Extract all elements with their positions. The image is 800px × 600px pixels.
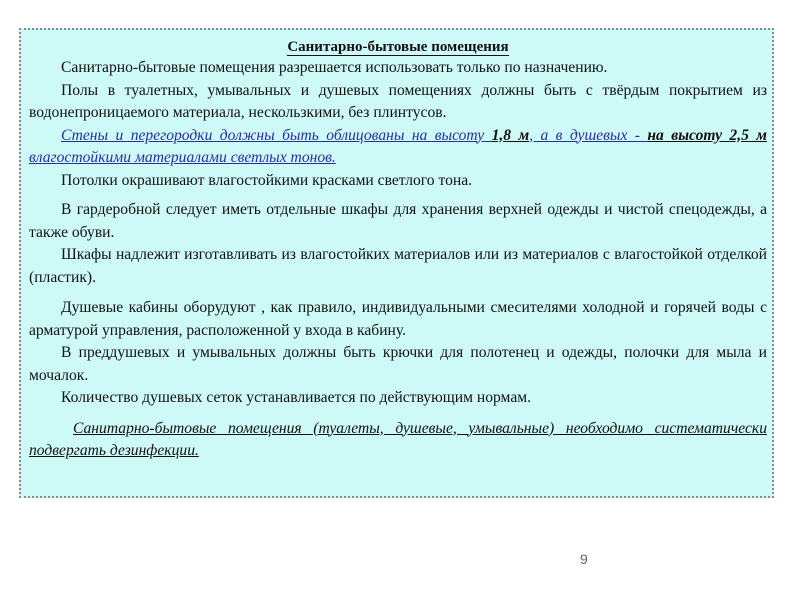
walls-text-a: Стены и перегородки должны быть облицованы на высоту: [61, 126, 492, 144]
paragraph-hooks: В преддушевых и умывальных должны быть крючки для полотенец и одежды, полочки для мыла и мочалок.: [29, 344, 767, 384]
walls-height-2: на высоту 2,5 м: [647, 126, 767, 144]
paragraph-lockers: Шкафы надлежит изготавливать из влагостойких материалов или из материалов с влагостойкой отделкой (пластик).: [29, 246, 767, 286]
walls-text-c: , а в душевых -: [529, 126, 648, 144]
paragraph-wardrobe: В гардеробной следует иметь отдельные шкафы для хранения верхней одежды и чистой спецодежды, а также обуви.: [29, 201, 767, 241]
paragraph-walls: [29, 125, 767, 170]
paragraph-shower-count: Количество душевых сеток устанавливается по действующим нормам.: [61, 389, 532, 406]
slide-title: Санитарно-бытовые помещения: [287, 39, 509, 55]
paragraph-disinfection: Санитарно-бытовые помещения (туалеты, душевые, умывальные) необходимо систематически подвергать дезинфекции.: [29, 419, 767, 459]
walls-height-1: 1,8 м: [491, 126, 530, 144]
walls-text-e: влагостойкими материалами светлых тонов.: [29, 149, 336, 166]
paragraph-ceilings: Потолки окрашивают влагостойкими красками светлого тона.: [61, 171, 473, 189]
content-box: [19, 28, 774, 498]
page-number: 9: [580, 551, 588, 567]
paragraph-usage: Санитарно-бытовые помещения разрешается использовать только по назначению.: [61, 59, 608, 76]
paragraph-floors: Полы в туалетных, умывальных и душевых помещениях должны быть с твёрдым покрытием из водонепроницаемого материала, нескользкими, без плинтусов.: [29, 81, 767, 121]
paragraph-shower-cabins: Душевые кабины оборудуют , как правило, индивидуальными смесителями холодной и горячей воды с арматурой управления, расположенной у входа в кабину.: [29, 299, 767, 339]
